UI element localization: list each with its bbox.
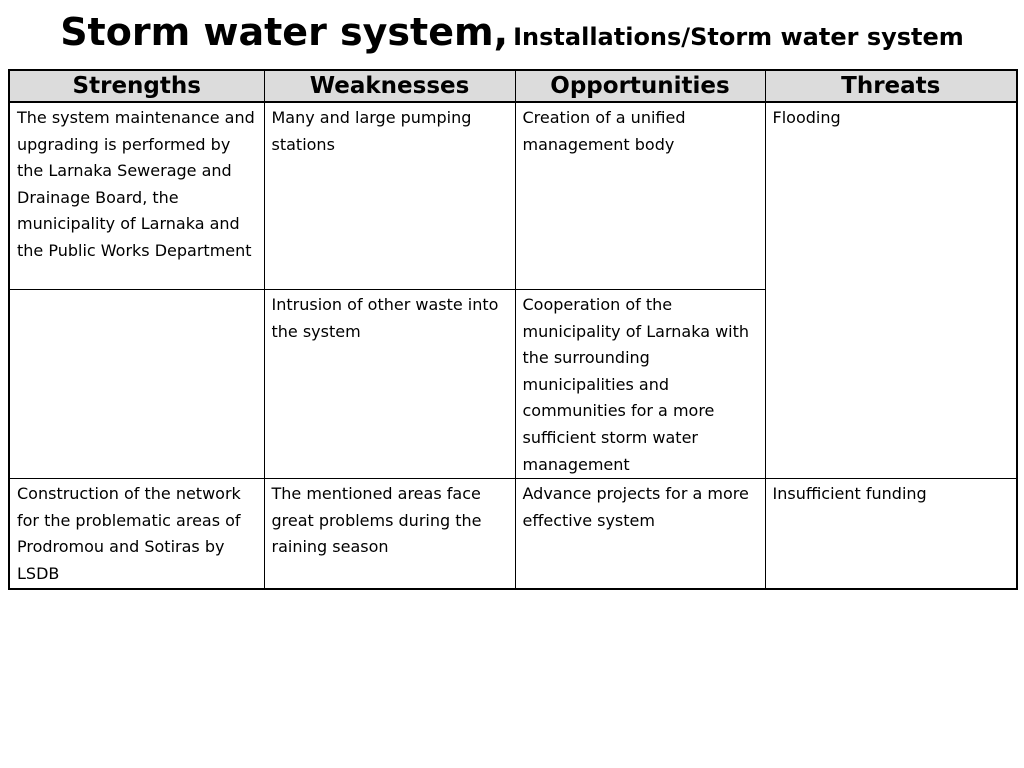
cell-opportunity: Cooperation of the municipality of Larnaka with the surrounding municipalities and communities for a more sufficient storm water management: [515, 290, 765, 479]
cell-strength: [9, 290, 264, 479]
header-weaknesses: Weaknesses: [264, 70, 515, 102]
cell-weakness: The mentioned areas face great problems during the raining season: [264, 479, 515, 589]
page-title: [0, 10, 1024, 54]
header-strengths: Strengths: [9, 70, 264, 102]
cell-strength: The system maintenance and upgrading is performed by the Larnaka Sewerage and Drainage Board, the municipality of Larnaka and the Public Works Department: [9, 102, 264, 290]
title-subtitle: Installations/Storm water system: [513, 23, 964, 51]
title-main: Storm water system,: [60, 10, 509, 54]
table-header-row: [9, 70, 1017, 102]
cell-opportunity: Advance projects for a more effective system: [515, 479, 765, 589]
cell-strength: Construction of the network for the problematic areas of Prodromou and Sotiras by LSDB: [9, 479, 264, 589]
table-row: [9, 479, 1017, 589]
cell-threat: Insufficient funding: [765, 479, 1017, 589]
header-opportunities: Opportunities: [515, 70, 765, 102]
cell-opportunity: Creation of a unified management body: [515, 102, 765, 290]
cell-threat: Flooding: [765, 102, 1017, 479]
table-row: [9, 102, 1017, 290]
header-threats: Threats: [765, 70, 1017, 102]
swot-table: [8, 69, 1018, 590]
cell-weakness: Many and large pumping stations: [264, 102, 515, 290]
cell-weakness: Intrusion of other waste into the system: [264, 290, 515, 479]
